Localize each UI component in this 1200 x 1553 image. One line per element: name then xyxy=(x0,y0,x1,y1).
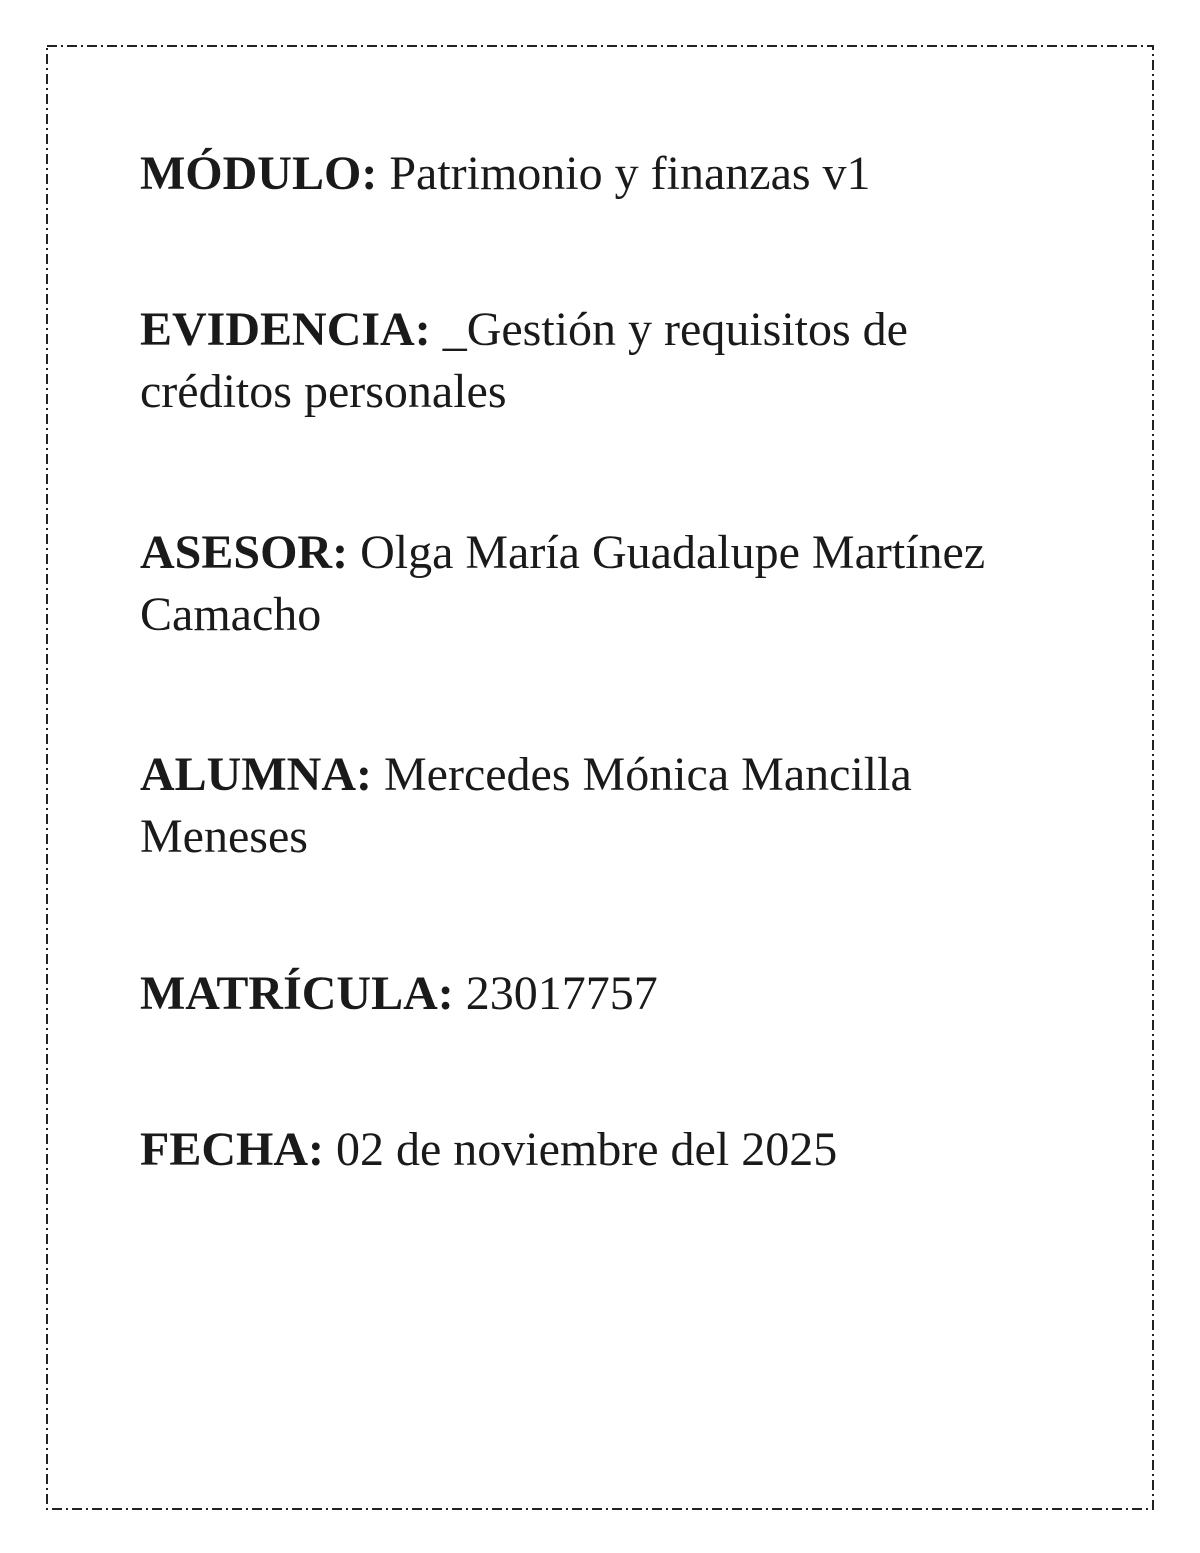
evidencia-field xyxy=(140,299,1060,423)
matricula-value: 23017757 xyxy=(465,967,658,1020)
alumna-field xyxy=(140,744,1060,868)
asesor-field xyxy=(140,522,1060,646)
modulo-value: Patrimonio y finanzas v1 xyxy=(389,147,871,200)
alumna-value: Mercedes Mónica Mancilla Meneses xyxy=(140,748,912,863)
evidencia-value: _Gestión y requisitos de créditos personales xyxy=(140,303,908,418)
asesor-label: ASESOR: xyxy=(140,526,349,579)
fecha-value: 02 de noviembre del 2025 xyxy=(335,1123,838,1176)
matricula-label: MATRÍCULA: xyxy=(140,967,454,1020)
fecha-label: FECHA: xyxy=(140,1123,324,1176)
modulo-label: MÓDULO: xyxy=(140,147,378,200)
alumna-label: ALUMNA: xyxy=(140,748,372,801)
matricula-field xyxy=(140,963,1060,1025)
modulo-field xyxy=(140,143,1060,205)
fecha-field xyxy=(140,1119,1060,1181)
asesor-value: Olga María Guadalupe Martínez Camacho xyxy=(140,526,986,641)
evidencia-label: EVIDENCIA: xyxy=(140,303,431,356)
